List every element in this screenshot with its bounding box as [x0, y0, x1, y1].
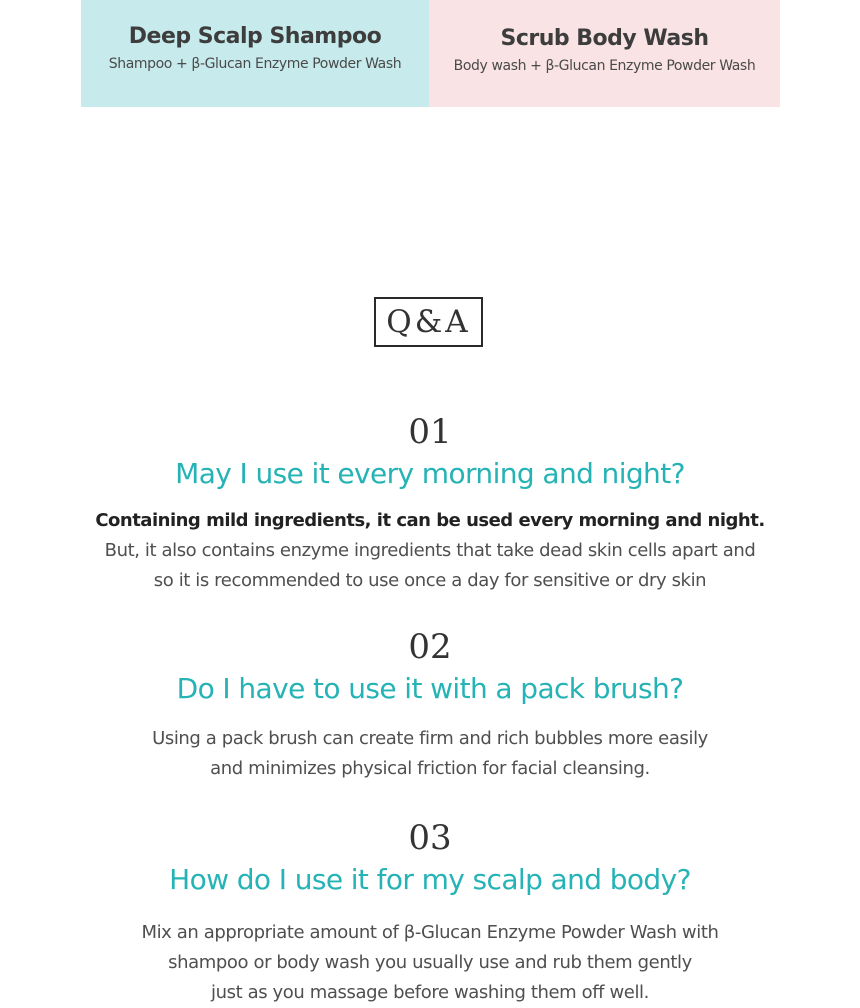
qa-question: How do I use it for my scalp and body? — [169, 863, 691, 896]
qa-number: 01 — [408, 412, 452, 452]
qa-answer-line: Mix an appropriate amount of β-Glucan Enzyme Powder Wash with — [141, 922, 719, 943]
card-title: Deep Scalp Shampoo — [128, 24, 382, 49]
qa-number: 03 — [408, 818, 452, 858]
qa-answer-line: Containing mild ingredients, it can be used every morning and night. — [95, 510, 765, 531]
qa-number: 02 — [408, 627, 452, 667]
qa-question: May I use it every morning and night? — [175, 457, 685, 490]
qa-answer-line: Using a pack brush can create firm and rich bubbles more easily — [152, 728, 708, 749]
qa-answer-line: so it is recommended to use once a day for sensitive or dry skin — [153, 570, 707, 591]
qa-answer — [0, 724, 860, 784]
qa-answer-line: But, it also contains enzyme ingredients that take dead skin cells apart and — [104, 540, 756, 561]
qa-item-02 — [0, 627, 860, 784]
deep-scalp-shampoo-card — [81, 0, 429, 107]
qa-answer-line: shampoo or body wash you usually use and rub them gently — [168, 952, 692, 973]
qa-item-03 — [0, 818, 860, 1008]
qa-item-01 — [0, 412, 860, 596]
card-subtitle: Body wash + β-Glucan Enzyme Powder Wash — [453, 58, 756, 74]
scrub-body-wash-card — [429, 0, 780, 107]
product-cards — [81, 0, 780, 107]
qa-answer — [0, 506, 860, 596]
qa-question: Do I have to use it with a pack brush? — [176, 672, 684, 705]
qa-answer-line: and minimizes physical friction for facial cleansing. — [210, 758, 650, 779]
qa-answer-line: just as you massage before washing them off well. — [211, 982, 649, 1003]
card-subtitle: Shampoo + β-Glucan Enzyme Powder Wash — [108, 56, 402, 72]
qa-answer — [0, 918, 860, 1008]
qa-heading: Q&A — [374, 297, 483, 347]
card-title: Scrub Body Wash — [500, 26, 709, 51]
